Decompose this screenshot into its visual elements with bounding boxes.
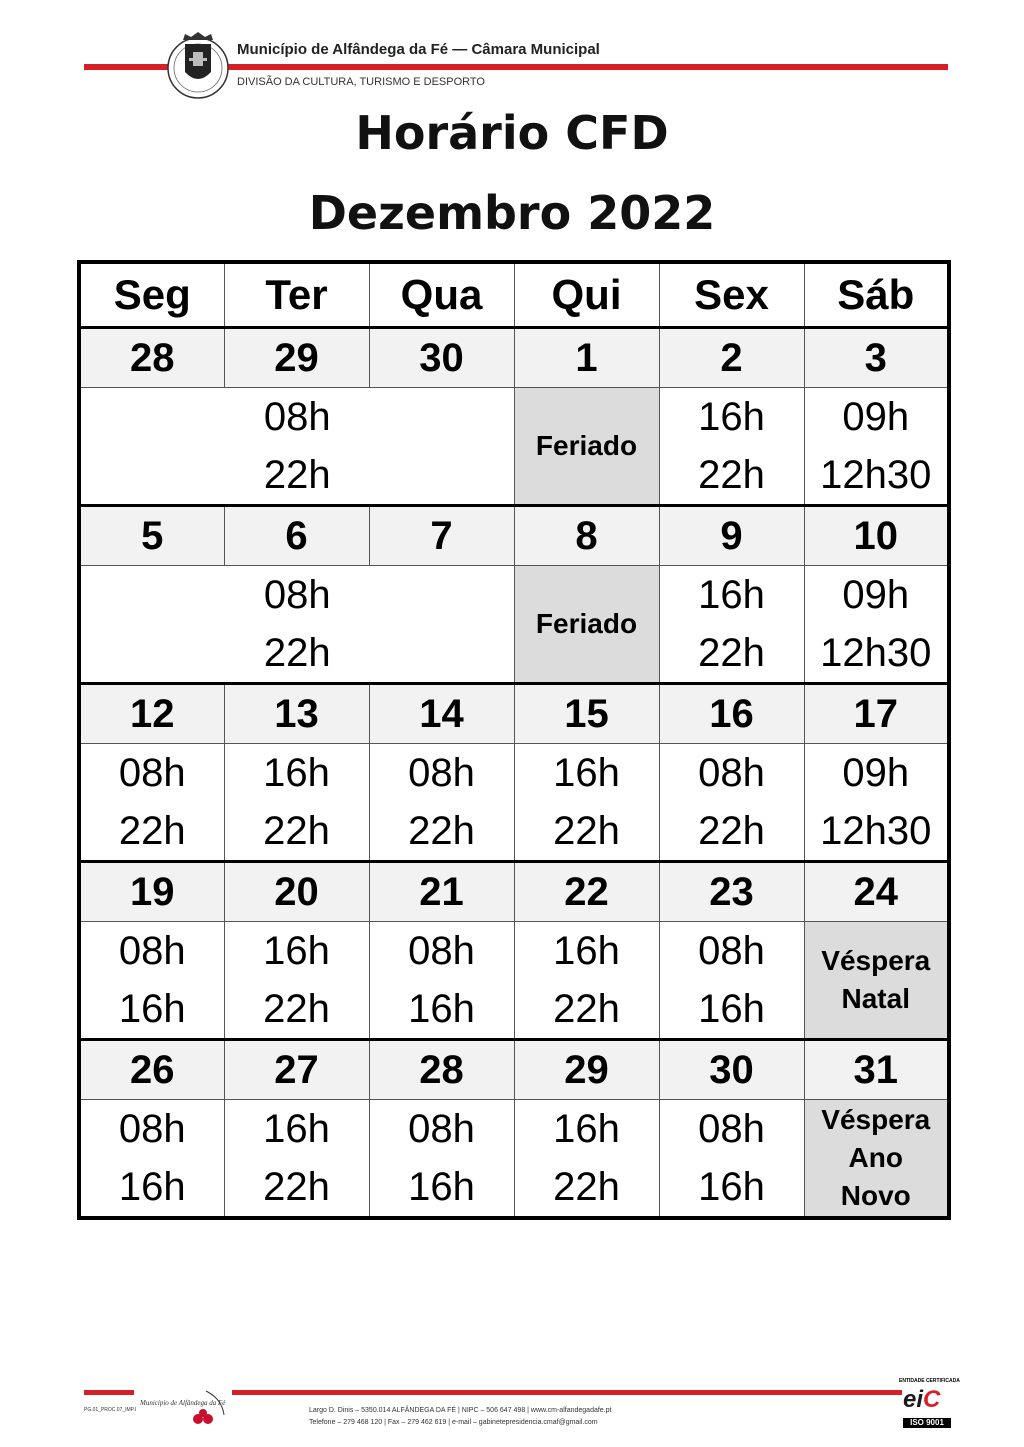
hours-cell	[659, 388, 804, 506]
day-number: 8	[514, 506, 659, 566]
hours-cell	[79, 922, 224, 1040]
hours-cell	[369, 744, 514, 862]
hours-cell	[514, 922, 659, 1040]
opening-time: 16h	[263, 751, 330, 795]
day-number: 31	[804, 1040, 949, 1100]
closing-time: 22h	[263, 809, 330, 853]
new-years-eve-cell	[804, 1100, 949, 1219]
opening-time: 16h	[553, 929, 620, 973]
hours-cell	[514, 744, 659, 862]
closing-time: 16h	[118, 1165, 186, 1209]
day-number: 30	[659, 1040, 804, 1100]
footer-red-rule-left	[84, 1390, 134, 1395]
day-number: 19	[79, 862, 224, 922]
closing-time: 22h	[553, 987, 620, 1031]
hours-cell	[79, 1100, 224, 1219]
day-number: 22	[514, 862, 659, 922]
weekday-header: Sáb	[804, 262, 949, 328]
note-line: Ano	[848, 1142, 903, 1173]
opening-time: 08h	[118, 751, 186, 795]
day-number: 12	[79, 684, 224, 744]
opening-time: 16h	[263, 1107, 330, 1151]
weekday-header: Qua	[369, 262, 514, 328]
hours-cell	[369, 922, 514, 1040]
holiday-cell: Feriado	[514, 388, 659, 506]
day-number: 10	[804, 506, 949, 566]
closing-time: 12h30	[820, 631, 932, 675]
iso-label: ISO 9001	[903, 1418, 951, 1428]
holiday-cell: Feriado	[514, 566, 659, 684]
note-line: Véspera	[821, 1104, 931, 1135]
hours-cell	[659, 922, 804, 1040]
hours-cell	[79, 744, 224, 862]
opening-time: 08h	[118, 929, 186, 973]
opening-time: 08h	[408, 751, 475, 795]
closing-time: 22h	[118, 809, 186, 853]
day-number: 2	[659, 328, 804, 388]
note-line: Véspera	[821, 945, 931, 976]
day-number-row	[79, 1040, 949, 1100]
municipality-logo-icon	[136, 1385, 230, 1429]
christmas-eve-cell	[804, 922, 949, 1040]
day-number: 30	[369, 328, 514, 388]
footer-address	[309, 1405, 611, 1429]
closing-time: 16h	[698, 987, 765, 1031]
closing-time: 22h	[408, 809, 475, 853]
opening-time: 08h	[698, 929, 765, 973]
hours-cell	[659, 566, 804, 684]
hours-cell-merged	[79, 388, 514, 506]
day-number: 6	[224, 506, 369, 566]
day-number: 21	[369, 862, 514, 922]
day-number: 27	[224, 1040, 369, 1100]
opening-time: 08h	[408, 929, 475, 973]
day-number-row	[79, 684, 949, 744]
day-number: 28	[79, 328, 224, 388]
hours-row	[79, 922, 949, 1040]
footer-red-rule-right	[232, 1390, 902, 1395]
opening-time: 16h	[263, 929, 330, 973]
municipal-coat-of-arms-icon	[165, 28, 231, 100]
hours-cell	[804, 566, 949, 684]
day-number-row	[79, 506, 949, 566]
weekday-header-row	[79, 262, 949, 328]
header-subtitle: DIVISÃO DA CULTURA, TURISMO E DESPORTO	[237, 76, 485, 88]
address-line: Largo D. Dinis – 5350.014 ALFÂNDEGA DA FÉ | NIPC – 506 647 498 | www.cm-alfandegadafe.pt	[309, 1407, 612, 1414]
closing-time: 22h	[698, 631, 765, 675]
opening-time: 16h	[698, 573, 765, 617]
day-number: 24	[804, 862, 949, 922]
opening-time: 16h	[553, 1107, 620, 1151]
day-number: 5	[79, 506, 224, 566]
day-number: 16	[659, 684, 804, 744]
form-code: PG.01_PROC.07_IMP.I	[84, 1407, 137, 1413]
closing-time: 22h	[263, 987, 330, 1031]
contact-line: Telefone – 279 468 120 | Fax – 279 462 619 | e-mail – gabinetepresidencia.cmaf@gmail.com	[309, 1419, 598, 1426]
opening-time: 16h	[553, 751, 620, 795]
hours-cell	[224, 1100, 369, 1219]
note-line: Natal	[841, 983, 910, 1014]
closing-time: 16h	[408, 1165, 475, 1209]
document-title: Horário CFD	[355, 106, 669, 160]
day-number: 1	[514, 328, 659, 388]
closing-time: 12h30	[820, 453, 932, 497]
day-number: 23	[659, 862, 804, 922]
closing-time: 12h30	[820, 809, 932, 853]
hours-cell	[804, 744, 949, 862]
weekday-header: Sex	[659, 262, 804, 328]
opening-time: 08h	[263, 395, 331, 439]
hours-cell	[224, 922, 369, 1040]
day-number-row	[79, 862, 949, 922]
hours-row	[79, 1100, 949, 1219]
hours-row	[79, 566, 949, 684]
document-month: Dezembro 2022	[308, 186, 716, 240]
closing-time: 22h	[263, 453, 331, 497]
opening-time: 08h	[408, 1107, 475, 1151]
opening-time: 08h	[698, 1107, 765, 1151]
hours-cell	[659, 1100, 804, 1219]
closing-time: 22h	[553, 809, 620, 853]
certification-badge	[899, 1378, 960, 1434]
day-number: 14	[369, 684, 514, 744]
day-number: 20	[224, 862, 369, 922]
day-number: 29	[224, 328, 369, 388]
hours-cell	[659, 744, 804, 862]
opening-time: 09h	[842, 573, 910, 617]
opening-time: 08h	[263, 573, 331, 617]
hours-row	[79, 744, 949, 862]
day-number: 3	[804, 328, 949, 388]
hours-cell	[224, 744, 369, 862]
header-title: Município de Alfândega da Fé — Câmara Municipal	[237, 41, 600, 58]
hours-cell	[804, 388, 949, 506]
cert-caption: ENTIDADE CERTIFICADA	[899, 1378, 960, 1384]
opening-time: 09h	[842, 395, 910, 439]
opening-time: 09h	[842, 751, 910, 795]
weekday-header: Seg	[79, 262, 224, 328]
hours-cell	[514, 1100, 659, 1219]
opening-time: 08h	[118, 1107, 186, 1151]
closing-time: 22h	[698, 809, 765, 853]
day-number: 13	[224, 684, 369, 744]
closing-time: 22h	[263, 1165, 330, 1209]
day-number: 26	[79, 1040, 224, 1100]
day-number: 29	[514, 1040, 659, 1100]
weekday-header: Ter	[224, 262, 369, 328]
opening-time: 08h	[698, 751, 765, 795]
day-number: 28	[369, 1040, 514, 1100]
weekday-header: Qui	[514, 262, 659, 328]
day-number: 17	[804, 684, 949, 744]
day-number: 7	[369, 506, 514, 566]
schedule-calendar	[77, 260, 951, 1220]
day-number: 15	[514, 684, 659, 744]
closing-time: 16h	[698, 1165, 765, 1209]
hours-cell	[369, 1100, 514, 1219]
hours-row	[79, 388, 949, 506]
hours-cell-merged	[79, 566, 514, 684]
closing-time: 16h	[118, 987, 186, 1031]
eic-mark-letters: ei	[903, 1386, 924, 1413]
eic-mark	[903, 1386, 940, 1414]
note-line: Novo	[840, 1180, 911, 1211]
logo-text: Município de Alfândega da Fé	[140, 1399, 226, 1407]
day-number: 9	[659, 506, 804, 566]
closing-time: 16h	[408, 987, 475, 1031]
day-number-row	[79, 328, 949, 388]
closing-time: 22h	[698, 453, 765, 497]
opening-time: 16h	[698, 395, 765, 439]
closing-time: 22h	[553, 1165, 620, 1209]
eic-mark-c: C	[923, 1386, 941, 1413]
closing-time: 22h	[263, 631, 331, 675]
